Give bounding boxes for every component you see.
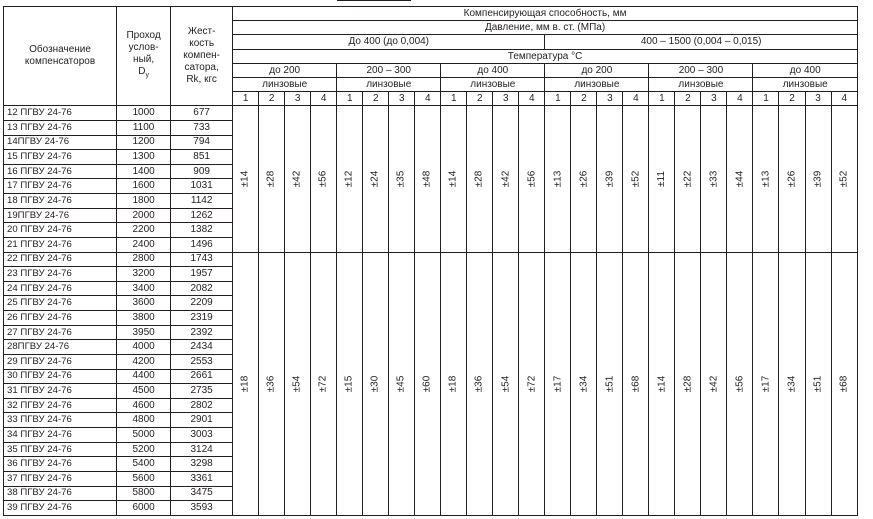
designation-cell: 18 ПГВУ 24-76 [4, 194, 117, 209]
compensation-value: ±14 [239, 170, 251, 188]
lens-count-header: 4 [831, 92, 857, 106]
lens-count-header: 4 [727, 92, 753, 106]
stiffness-cell: 2661 [171, 369, 233, 384]
compensation-value-cell [571, 252, 597, 515]
compensation-value: ±56 [525, 170, 537, 188]
passage-cell: 4800 [117, 413, 171, 428]
stiffness-cell: 2735 [171, 384, 233, 399]
compensation-value: ±68 [629, 375, 641, 393]
designation-cell: 25 ПГВУ 24-76 [4, 296, 117, 311]
compensation-value-cell [545, 106, 571, 252]
compensation-value: ±13 [551, 170, 563, 188]
stiffness-cell: 2434 [171, 340, 233, 355]
lens-count-header: 1 [649, 92, 675, 106]
passage-cell: 1300 [117, 150, 171, 165]
stiffness-cell: 677 [171, 106, 233, 121]
passage-cell: 2400 [117, 237, 171, 252]
designation-cell: 29 ПГВУ 24-76 [4, 354, 117, 369]
lens-count-header: 2 [779, 92, 805, 106]
compensation-value: ±14 [447, 170, 459, 188]
temp-range-header: до 400 [753, 63, 858, 77]
designation-cell: 15 ПГВУ 24-76 [4, 150, 117, 165]
compensation-value: ±52 [629, 170, 641, 188]
compensation-value-cell [727, 106, 753, 252]
stiffness-cell: 2319 [171, 311, 233, 326]
compensation-value: ±26 [577, 170, 589, 188]
compensation-value: ±28 [681, 375, 693, 393]
compensation-value-cell [259, 106, 285, 252]
stiffness-cell: 733 [171, 120, 233, 135]
compensation-value-cell [623, 252, 649, 515]
designation-cell: 34 ПГВУ 24-76 [4, 428, 117, 443]
compensation-value: ±56 [733, 375, 745, 393]
temp-range-header: до 200 [545, 63, 649, 77]
passage-cell: 1800 [117, 194, 171, 209]
compensation-value: ±51 [603, 375, 615, 393]
lens-type-header: линзовые [337, 77, 441, 91]
top-rule [337, 0, 411, 1]
compensation-value-cell [831, 106, 857, 252]
compensation-value: ±26 [785, 170, 797, 188]
temp-range-header: до 200 [233, 63, 337, 77]
compensation-value-cell [467, 252, 493, 515]
compensation-value-cell [779, 106, 805, 252]
stiffness-cell: 2901 [171, 413, 233, 428]
designation-cell: 13 ПГВУ 24-76 [4, 120, 117, 135]
compensation-value-cell [337, 252, 363, 515]
compensation-value-cell [753, 106, 779, 252]
compensation-value-cell [753, 252, 779, 515]
designation-cell: 30 ПГВУ 24-76 [4, 369, 117, 384]
compensation-value: ±28 [265, 170, 277, 188]
passage-cell: 4000 [117, 340, 171, 355]
pressure-high-header: 400 – 1500 (0,004 – 0,015) [545, 35, 858, 49]
passage-cell: 4200 [117, 354, 171, 369]
compensation-value-cell [363, 106, 389, 252]
stiffness-cell: 3124 [171, 442, 233, 457]
passage-cell: 5600 [117, 471, 171, 486]
compensation-value: ±54 [499, 375, 511, 393]
designation-cell: 33 ПГВУ 24-76 [4, 413, 117, 428]
compensation-value: ±13 [759, 170, 771, 188]
stiffness-cell: 3593 [171, 501, 233, 516]
passage-header: Проход услов- ный, $D_у$ [117, 7, 171, 106]
compensation-value: ±35 [395, 170, 407, 188]
compensation-value-cell [779, 252, 805, 515]
compensation-value: ±39 [603, 170, 615, 188]
compensation-value: ±18 [447, 375, 459, 393]
lens-count-header: 3 [285, 92, 311, 106]
passage-cell: 6000 [117, 501, 171, 516]
compensation-value-cell [649, 106, 675, 252]
compensation-value-cell [597, 106, 623, 252]
designation-cell: 28ПГВУ 24-76 [4, 340, 117, 355]
lens-count-header: 2 [675, 92, 701, 106]
compensation-value-cell [571, 106, 597, 252]
compensation-value: ±33 [707, 170, 719, 188]
compensation-value-cell [675, 106, 701, 252]
stiffness-cell: 2392 [171, 325, 233, 340]
compensation-value-cell [389, 252, 415, 515]
lens-count-header: 2 [259, 92, 285, 106]
stiffness-cell: 2209 [171, 296, 233, 311]
designation-cell: 14ПГВУ 24-76 [4, 135, 117, 150]
stiffness-cell: 1743 [171, 252, 233, 267]
passage-cell: 5200 [117, 442, 171, 457]
compensation-value-cell [727, 252, 753, 515]
lens-count-header: 1 [753, 92, 779, 106]
lens-count-header: 1 [337, 92, 363, 106]
designation-cell: 22 ПГВУ 24-76 [4, 252, 117, 267]
compensation-value: ±28 [473, 170, 485, 188]
designation-cell: 20 ПГВУ 24-76 [4, 223, 117, 238]
lens-count-header: 4 [519, 92, 545, 106]
stiffness-header: Жест- кость компен- сатора, Rk, кгс [171, 7, 233, 106]
passage-cell: 5800 [117, 486, 171, 501]
compensation-value-cell [441, 252, 467, 515]
compensation-value: ±42 [499, 170, 511, 188]
compensation-value: ±68 [838, 375, 850, 393]
temperature-header: Температура °С [233, 49, 858, 63]
compensation-value-cell [285, 106, 311, 252]
compensation-value-cell [623, 106, 649, 252]
passage-cell: 3200 [117, 267, 171, 282]
table-row [4, 252, 858, 267]
lens-count-header: 1 [441, 92, 467, 106]
passage-cell: 5400 [117, 457, 171, 472]
compensation-value: ±51 [812, 375, 823, 393]
designation-cell: 17 ПГВУ 24-76 [4, 179, 117, 194]
compensation-value: ±42 [707, 375, 719, 393]
passage-cell: 4600 [117, 398, 171, 413]
compensation-value-cell [389, 106, 415, 252]
compensation-value-cell [415, 252, 441, 515]
designation-cell: 37 ПГВУ 24-76 [4, 471, 117, 486]
compensation-value: ±52 [838, 170, 850, 188]
compensation-value-cell [831, 252, 857, 515]
designation-cell: 31 ПГВУ 24-76 [4, 384, 117, 399]
stiffness-cell: 3361 [171, 471, 233, 486]
lens-count-header: 3 [389, 92, 415, 106]
lens-count-header: 4 [415, 92, 441, 106]
lens-count-header: 4 [311, 92, 337, 106]
temp-range-header: 200 – 300 [337, 63, 441, 77]
lens-type-header: линзовые [753, 77, 858, 91]
temp-range-header: до 400 [441, 63, 545, 77]
passage-cell: 1000 [117, 106, 171, 121]
compensators-table [3, 6, 858, 516]
compensation-value-cell [493, 106, 519, 252]
compensation-value: ±14 [655, 375, 667, 393]
compensation-header: Компенсирующая способность, мм [233, 7, 858, 21]
lens-count-header: 3 [805, 92, 831, 106]
temp-range-header: 200 – 300 [649, 63, 753, 77]
compensation-value-cell [805, 252, 831, 515]
stiffness-cell: 794 [171, 135, 233, 150]
lens-count-header: 2 [363, 92, 389, 106]
compensation-value-cell [805, 106, 831, 252]
compensation-value-cell [519, 106, 545, 252]
designation-cell: 35 ПГВУ 24-76 [4, 442, 117, 457]
designation-cell: 24 ПГВУ 24-76 [4, 281, 117, 296]
stiffness-cell: 3298 [171, 457, 233, 472]
compensation-value: ±56 [317, 170, 329, 188]
lens-count-header: 3 [493, 92, 519, 106]
passage-cell: 1200 [117, 135, 171, 150]
designation-cell: 38 ПГВУ 24-76 [4, 486, 117, 501]
lens-count-header: 4 [623, 92, 649, 106]
passage-cell: 2200 [117, 223, 171, 238]
lens-count-header: 2 [571, 92, 597, 106]
lens-type-header: линзовые [649, 77, 753, 91]
compensation-value-cell [311, 106, 337, 252]
lens-count-header: 3 [597, 92, 623, 106]
compensation-value: ±36 [473, 375, 485, 393]
compensation-value: ±45 [395, 375, 407, 393]
compensation-value: ±54 [291, 375, 303, 393]
compensation-value-cell [233, 252, 259, 515]
compensation-value: ±15 [343, 375, 355, 393]
compensation-value-cell [675, 252, 701, 515]
compensation-value-cell [701, 106, 727, 252]
compensation-value: ±39 [812, 170, 823, 188]
designation-cell: 36 ПГВУ 24-76 [4, 457, 117, 472]
compensation-value-cell [467, 106, 493, 252]
compensation-value-cell [493, 252, 519, 515]
compensation-value: ±12 [343, 170, 355, 188]
passage-cell: 1400 [117, 164, 171, 179]
compensation-value: ±30 [369, 375, 381, 393]
passage-cell: 4400 [117, 369, 171, 384]
stiffness-cell: 1031 [171, 179, 233, 194]
stiffness-cell: 1957 [171, 267, 233, 282]
compensation-value-cell [545, 252, 571, 515]
designation-cell: 19ПГВУ 24-76 [4, 208, 117, 223]
compensation-value-cell [441, 106, 467, 252]
compensation-value: ±24 [369, 170, 381, 188]
stiffness-cell: 2802 [171, 398, 233, 413]
designation-cell: 16 ПГВУ 24-76 [4, 164, 117, 179]
passage-cell: 1600 [117, 179, 171, 194]
compensation-value-cell [337, 106, 363, 252]
lens-count-header: 1 [233, 92, 259, 106]
compensation-value: ±42 [291, 170, 303, 188]
passage-cell: 3800 [117, 311, 171, 326]
compensation-value: ±34 [577, 375, 589, 393]
compensation-value-cell [597, 252, 623, 515]
compensation-value: ±72 [525, 375, 537, 393]
pressure-low-header: До 400 (до 0,004) [233, 35, 545, 49]
compensation-value-cell [233, 106, 259, 252]
compensation-value: ±22 [681, 170, 693, 188]
compensation-value: ±48 [421, 170, 433, 188]
passage-cell: 2000 [117, 208, 171, 223]
compensation-value-cell [701, 252, 727, 515]
compensation-value: ±17 [759, 375, 771, 393]
stiffness-cell: 909 [171, 164, 233, 179]
designation-cell: 23 ПГВУ 24-76 [4, 267, 117, 282]
compensation-value: ±34 [785, 375, 797, 393]
stiffness-cell: 851 [171, 150, 233, 165]
compensation-value: ±11 [655, 171, 667, 187]
pressure-header: Давление, мм в. ст. (МПа) [233, 21, 858, 35]
table-row [4, 106, 858, 121]
stiffness-cell: 1496 [171, 237, 233, 252]
passage-cell: 4500 [117, 384, 171, 399]
lens-type-header: линзовые [233, 77, 337, 91]
compensation-value: ±17 [551, 375, 563, 393]
passage-cell: 2800 [117, 252, 171, 267]
stiffness-cell: 2082 [171, 281, 233, 296]
stiffness-cell: 1382 [171, 223, 233, 238]
compensation-value: ±44 [733, 170, 745, 188]
designation-cell: 21 ПГВУ 24-76 [4, 237, 117, 252]
compensation-value-cell [519, 252, 545, 515]
lens-count-header: 2 [467, 92, 493, 106]
compensation-value-cell [649, 252, 675, 515]
compensation-value-cell [259, 252, 285, 515]
lens-count-header: 1 [545, 92, 571, 106]
designation-cell: 39 ПГВУ 24-76 [4, 501, 117, 516]
stiffness-cell: 3003 [171, 428, 233, 443]
compensation-value-cell [311, 252, 337, 515]
stiffness-cell: 3475 [171, 486, 233, 501]
stiffness-cell: 2553 [171, 354, 233, 369]
compensation-value: ±60 [421, 375, 433, 393]
passage-cell: 3400 [117, 281, 171, 296]
compensation-value: ±72 [317, 375, 329, 393]
compensation-value-cell [363, 252, 389, 515]
compensation-value-cell [285, 252, 311, 515]
passage-cell: 1100 [117, 120, 171, 135]
passage-cell: 5000 [117, 428, 171, 443]
designation-cell: 27 ПГВУ 24-76 [4, 325, 117, 340]
passage-cell: 3950 [117, 325, 171, 340]
designation-cell: 26 ПГВУ 24-76 [4, 311, 117, 326]
designation-header: Обозначение компенсаторов [4, 7, 117, 106]
lens-type-header: линзовые [545, 77, 649, 91]
lens-count-header: 3 [701, 92, 727, 106]
designation-cell: 12 ПГВУ 24-76 [4, 106, 117, 121]
stiffness-cell: 1142 [171, 194, 233, 209]
compensation-value-cell [415, 106, 441, 252]
lens-type-header: линзовые [441, 77, 545, 91]
stiffness-cell: 1262 [171, 208, 233, 223]
compensation-value: ±18 [239, 375, 251, 393]
designation-cell: 32 ПГВУ 24-76 [4, 398, 117, 413]
compensation-value: ±36 [265, 375, 277, 393]
passage-cell: 3600 [117, 296, 171, 311]
